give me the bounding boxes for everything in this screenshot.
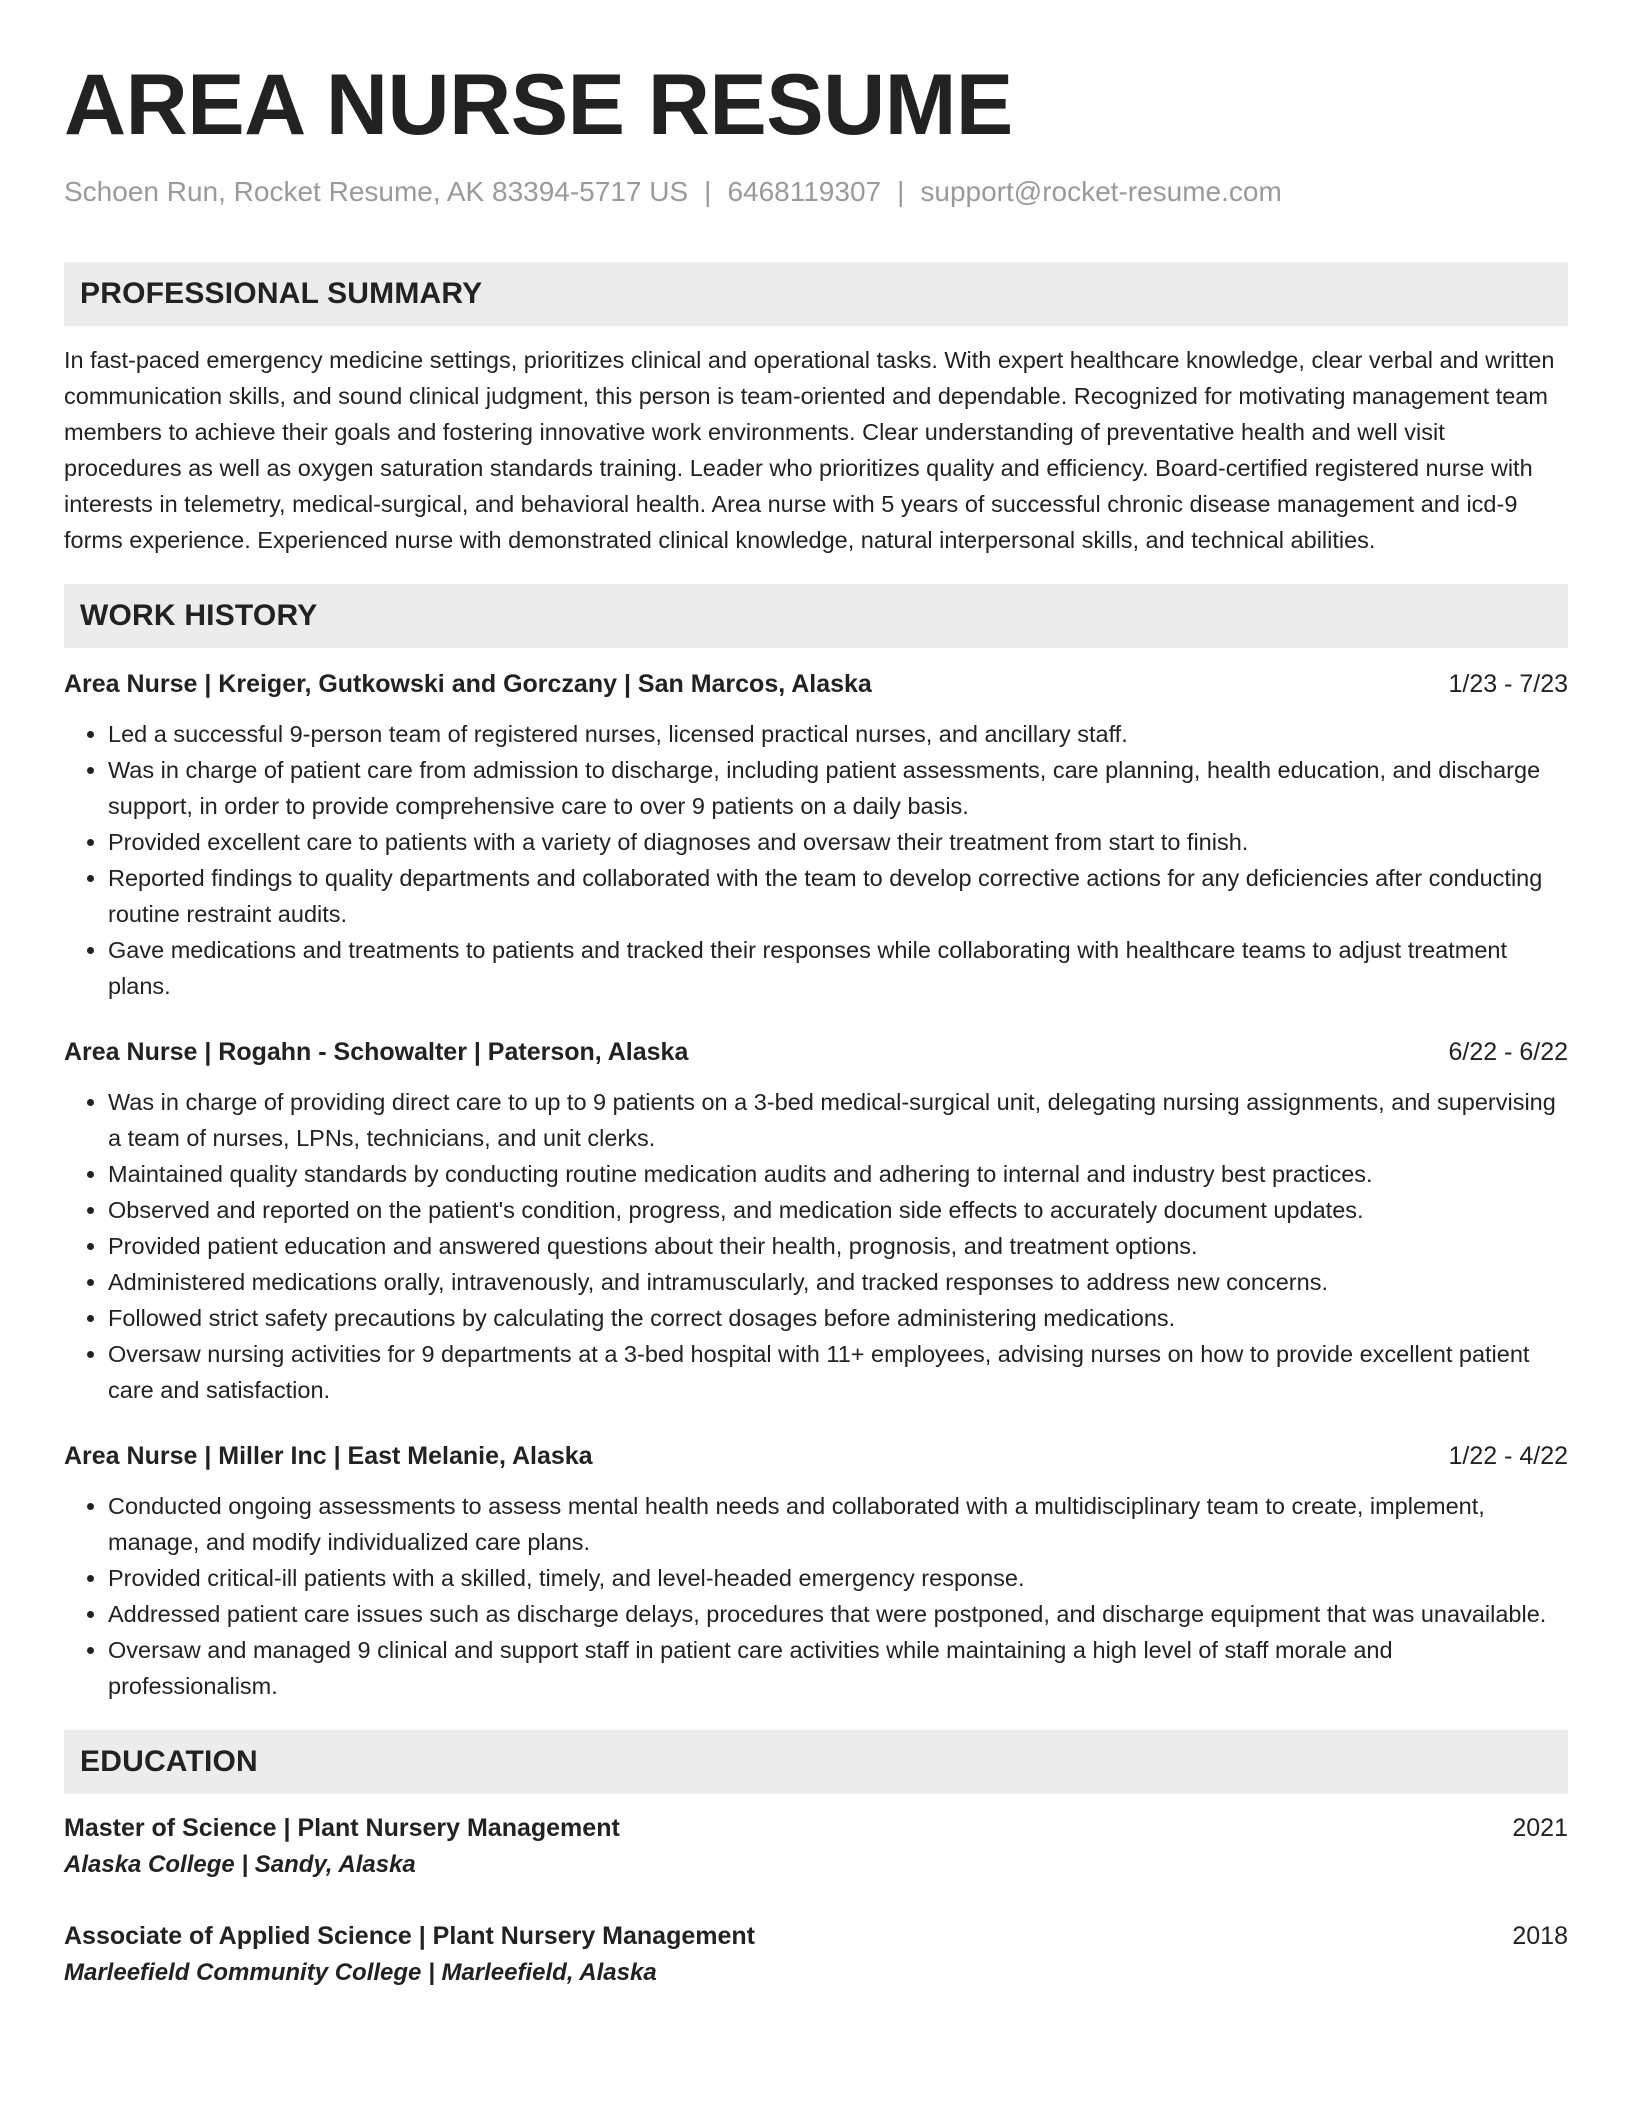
resume-title: AREA NURSE RESUME [64, 57, 1013, 153]
contact-separator: | [704, 176, 712, 207]
job-bullet: • Addressed patient care issues such as discharge delays, procedures that were postponed, and discharge equipment that was unavailable. [108, 1596, 1568, 1632]
job-bullet: • Administered medications orally, intravenously, and intramuscularly, and tracked responses to address new concerns. [108, 1264, 1568, 1300]
job-bullet: • Conducted ongoing assessments to assess mental health needs and collaborated with a multidisciplinary team to create, implement, manage, and modify individualized care plans. [108, 1488, 1568, 1560]
job-entry [64, 1034, 1568, 1408]
contact-phone: 6468119307 [727, 176, 882, 207]
job-header [64, 666, 1568, 702]
education-degree: Associate of Applied Science | Plant Nursery Management [64, 1922, 755, 1950]
job-bullet: • Provided excellent care to patients with a variety of diagnoses and oversaw their treatment from start to finish. [108, 824, 1568, 860]
education-entry [64, 1918, 1568, 1992]
education-header [64, 1918, 1568, 1954]
education-school: Marleefield Community College | Marleefield, Alaska [64, 1959, 657, 1986]
job-bullet: • Was in charge of patient care from admission to discharge, including patient assessments, care planning, health education, and discharge support, in order to provide comprehensive care to over 9 patients on a daily basis. [108, 752, 1568, 824]
job-bullet: • Provided patient education and answered questions about their health, prognosis, and treatment options. [108, 1228, 1568, 1264]
work-history-heading: WORK HISTORY [64, 584, 1568, 648]
job-dates: 1/22 - 4/22 [1448, 1442, 1568, 1470]
job-bullet: • Gave medications and treatments to patients and tracked their responses while collaborating with healthcare teams to adjust treatment plans. [108, 932, 1568, 1004]
education-year: 2021 [1512, 1814, 1568, 1842]
summary-text: In fast-paced emergency medicine settings, prioritizes clinical and operational tasks. With expert healthcare knowledge, clear verbal and written communication skills, and sound clinical judgment, this person is team-oriented and dependable. Recognized for motivating management team members to achieve their goals and fostering innovative work environments. Clear understanding of preventative health and well visit procedures as well as oxygen saturation standards training. Leader who prioritizes quality and efficiency. Board-certified registered nurse with interests in telemetry, medical-surgical, and behavioral health. Area nurse with 5 years of successful chronic disease management and icd-9 forms experience. Experienced nurse with demonstrated clinical knowledge, natural interpersonal skills, and technical abilities. [64, 347, 1555, 553]
job-bullet: • Was in charge of providing direct care to up to 9 patients on a 3-bed medical-surgical unit, delegating nursing assignments, and supervising a team of nurses, LPNs, technicians, and unit clerks. [108, 1084, 1568, 1156]
job-bullet: • Led a successful 9-person team of registered nurses, licensed practical nurses, and ancillary staff. [108, 716, 1568, 752]
education-heading: EDUCATION [64, 1730, 1568, 1794]
job-bullet: • Oversaw nursing activities for 9 departments at a 3-bed hospital with 11+ employees, advising nurses on how to provide excellent patient care and satisfaction. [108, 1336, 1568, 1408]
education-school: Alaska College | Sandy, Alaska [64, 1851, 416, 1878]
education-degree: Master of Science | Plant Nursery Management [64, 1814, 620, 1842]
job-title: Area Nurse | Rogahn - Schowalter | Paterson, Alaska [64, 1038, 689, 1066]
job-dates: 6/22 - 6/22 [1448, 1038, 1568, 1066]
job-bullet: • Reported findings to quality departments and collaborated with the team to develop corrective actions for any deficiencies after conducting routine restraint audits. [108, 860, 1568, 932]
job-bullets [64, 1084, 1568, 1408]
summary-heading: PROFESSIONAL SUMMARY [64, 262, 1568, 326]
job-title: Area Nurse | Kreiger, Gutkowski and Gorczany | San Marcos, Alaska [64, 670, 872, 698]
job-bullet: • Followed strict safety precautions by calculating the correct dosages before administering medications. [108, 1300, 1568, 1336]
job-header [64, 1034, 1568, 1070]
contact-line [64, 174, 1568, 210]
job-bullet: • Maintained quality standards by conducting routine medication audits and adhering to internal and industry best practices. [108, 1156, 1568, 1192]
job-bullet: • Observed and reported on the patient's condition, progress, and medication side effects to accurately document updates. [108, 1192, 1568, 1228]
job-dates: 1/23 - 7/23 [1448, 670, 1568, 698]
job-header [64, 1438, 1568, 1474]
contact-email: support@rocket-resume.com [920, 176, 1282, 207]
job-entry [64, 666, 1568, 1004]
contact-address: Schoen Run, Rocket Resume, AK 83394-5717 US [64, 176, 689, 207]
job-bullets [64, 716, 1568, 1004]
contact-separator: | [897, 176, 905, 207]
job-bullets [64, 1488, 1568, 1704]
education-entry [64, 1810, 1568, 1884]
job-bullet: • Oversaw and managed 9 clinical and support staff in patient care activities while maintaining a high level of staff morale and professionalism. [108, 1632, 1568, 1704]
job-entry [64, 1438, 1568, 1704]
job-bullet: • Provided critical-ill patients with a skilled, timely, and level-headed emergency response. [108, 1560, 1568, 1596]
education-year: 2018 [1512, 1922, 1568, 1950]
education-header [64, 1810, 1568, 1846]
job-title: Area Nurse | Miller Inc | East Melanie, Alaska [64, 1442, 593, 1470]
